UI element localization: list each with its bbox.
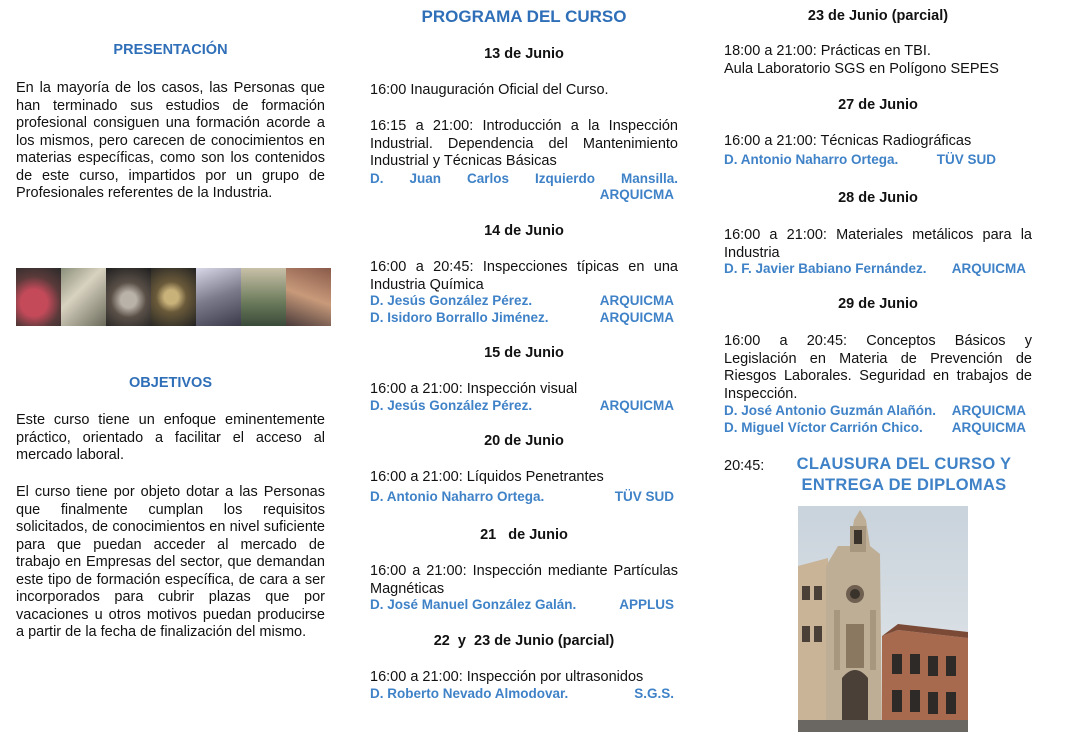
day-29: 29 de Junio bbox=[838, 296, 918, 312]
session-28: 16:00 a 21:00: Materiales metálicos para la Industria bbox=[724, 227, 1032, 261]
session-14: 16:00 a 20:45: Inspecciones típicas en una Industria Química bbox=[370, 259, 678, 293]
day-27: 27 de Junio bbox=[838, 97, 918, 113]
session-29: 16:00 a 20:45: Conceptos Básicos y Legislación en Materia de Prevención de Riesgos Laborales. Seguridad en trabajos de Inspección. bbox=[724, 333, 1032, 402]
presentacion-heading: PRESENTACIÓN bbox=[113, 42, 228, 58]
closing-title: CLAUSURA DEL CURSO Y ENTREGA DE DIPLOMAS bbox=[796, 455, 1012, 494]
day-14: 14 de Junio bbox=[484, 223, 564, 239]
speaker-row-27 bbox=[724, 152, 1000, 169]
objetivos-heading: OBJETIVOS bbox=[129, 375, 212, 391]
day-20: 20 de Junio bbox=[484, 433, 564, 449]
speaker-21: D. José Manuel González Galán. bbox=[370, 597, 577, 612]
speaker-14b: D. Isidoro Borrallo Jiménez. bbox=[370, 310, 549, 325]
speaker-14a: D. Jesús González Pérez. bbox=[370, 293, 533, 308]
presentacion-text: En la mayoría de los casos, las Personas que han terminado sus estudios de formación profesional consiguen una formación acorde a los mismos, pero carecen de conocimientos en materias específicas, como son los contenidos de este curso, impartidos por un grupo de Profesionales referentes de la Industria. bbox=[16, 80, 325, 201]
programa-heading: PROGRAMA DEL CURSO bbox=[421, 7, 627, 26]
speaker-15: D. Jesús González Pérez. bbox=[370, 398, 533, 413]
speaker-row-28 bbox=[724, 261, 1030, 278]
day-23: 23 de Junio (parcial) bbox=[807, 8, 949, 24]
speaker-29a: D. José Antonio Guzmán Alañón. bbox=[724, 403, 937, 418]
session-27: 16:00 a 21:00: Técnicas Radiográficas bbox=[724, 133, 972, 149]
day-13: 13 de Junio bbox=[484, 46, 564, 62]
session-21: 16:00 a 21:00: Inspección mediante Partículas Magnéticas bbox=[370, 563, 678, 597]
session-13-opening: 16:00 Inauguración Oficial del Curso. bbox=[370, 82, 609, 98]
session-22-23: 16:00 a 21:00: Inspección por ultrasonidos bbox=[370, 669, 644, 685]
speaker-22: D. Roberto Nevado Almodovar. bbox=[370, 686, 569, 701]
speaker-20: D. Antonio Naharro Ortega. bbox=[370, 489, 545, 504]
church-building-photo bbox=[798, 506, 968, 732]
org-28: ARQUICMA bbox=[951, 261, 1026, 276]
speaker-row-20 bbox=[370, 489, 678, 506]
closing-block bbox=[724, 454, 1032, 495]
session-13-intro: 16:15 a 21:00: Introducción a la Inspección Industrial. Dependencia del Mantenimiento Industrial y Técnicas Básicas bbox=[370, 118, 678, 169]
org-21: APPLUS bbox=[619, 597, 674, 612]
org-13: ARQUICMA bbox=[599, 187, 674, 202]
speaker-row-15 bbox=[370, 398, 678, 415]
org-29a: ARQUICMA bbox=[951, 403, 1026, 418]
speaker-13: D. Juan Carlos Izquierdo Mansilla. bbox=[370, 171, 678, 186]
day-22-23: 22 y 23 de Junio (parcial) bbox=[433, 633, 615, 649]
org-29b: ARQUICMA bbox=[951, 420, 1026, 435]
session-23-b: Aula Laboratorio SGS en Polígono SEPES bbox=[724, 61, 999, 77]
closing-time: 20:45: bbox=[724, 458, 765, 474]
day-15: 15 de Junio bbox=[484, 345, 564, 361]
industrial-photo-strip bbox=[16, 268, 331, 326]
org-14b: ARQUICMA bbox=[599, 310, 674, 325]
speaker-row-22 bbox=[370, 686, 678, 703]
org-22: S.G.S. bbox=[634, 686, 674, 701]
org-15: ARQUICMA bbox=[599, 398, 674, 413]
speaker-28: D. F. Javier Babiano Fernández. bbox=[724, 261, 927, 276]
speaker-row-29a bbox=[724, 403, 1030, 420]
speaker-29b: D. Miguel Víctor Carrión Chico. bbox=[724, 420, 923, 435]
session-20: 16:00 a 21:00: Líquidos Penetrantes bbox=[370, 469, 604, 485]
session-23-a: 18:00 a 21:00: Prácticas en TBI. bbox=[724, 43, 931, 59]
org-20: TÜV SUD bbox=[614, 489, 674, 504]
speaker-row-14b bbox=[370, 310, 678, 327]
speaker-row-29b bbox=[724, 420, 1030, 437]
objetivos-text-2: El curso tiene por objeto dotar a las Personas que finalmente cumplan los requisitos solicitados, de conocimientos en nivel suficiente para que puedan acceder al mercado de trabajo en Empresas del sector, que demandan este tipo de formación específica, de cara a ser incorporados para cubrir plazas que por vacaciones u otros motivos puedan producirse a partir de la fecha de finalización del mismo. bbox=[16, 484, 325, 640]
objetivos-text-1: Este curso tiene un enfoque eminentemente práctico, orientado a facilitar el acceso al mercado laboral. bbox=[16, 412, 325, 463]
speaker-row-21 bbox=[370, 597, 678, 614]
speaker-27: D. Antonio Naharro Ortega. bbox=[724, 152, 899, 167]
speaker-row-14a bbox=[370, 293, 678, 310]
session-15: 16:00 a 21:00: Inspección visual bbox=[370, 381, 578, 397]
day-21: 21 de Junio bbox=[480, 527, 568, 543]
org-27: TÜV SUD bbox=[936, 152, 996, 167]
org-14a: ARQUICMA bbox=[599, 293, 674, 308]
day-28: 28 de Junio bbox=[838, 190, 918, 206]
